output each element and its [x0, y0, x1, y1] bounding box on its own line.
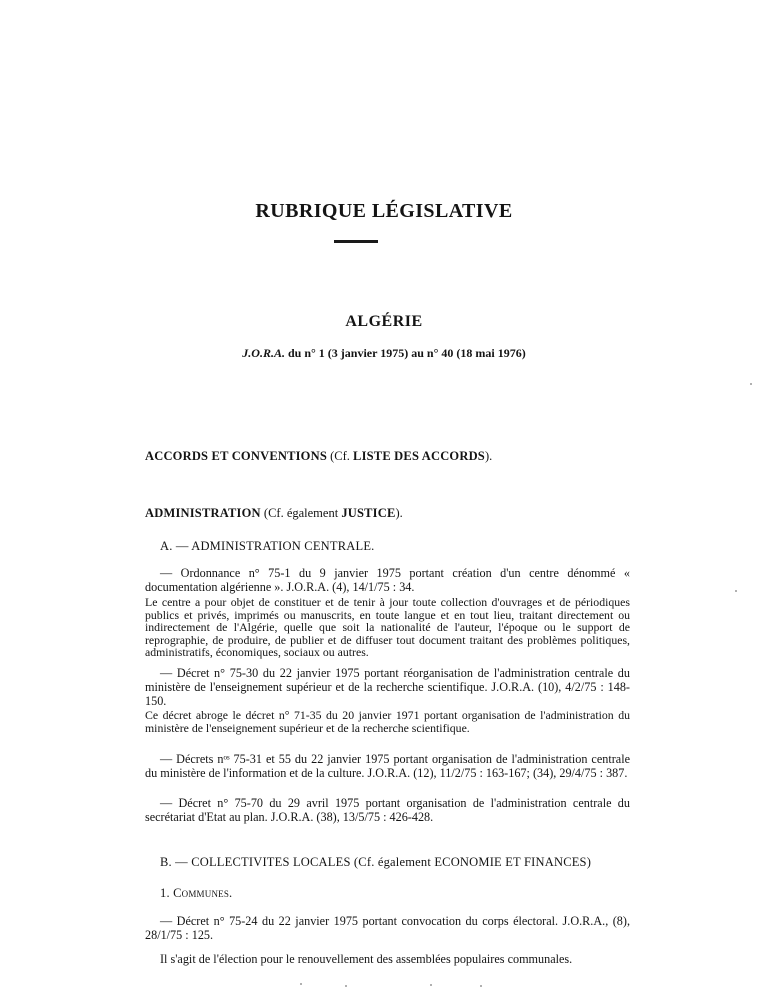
- paragraph-centre-objet: Le centre a pour objet de constituer et de tenir à jour toute collection d'ouvrages et de périodiques publics et privés, imprimés ou manuscrits, en toute langue et en tout lieu, traitant directement ou indirectement de l'Algérie, quelle que soit la nationalité de l'auteur, l'époque ou le support de reprographie, de produire, de publier et de diffuser tout document traitant des problèmes politiques, administratifs, économiques, sociaux ou autres.: [145, 595, 630, 660]
- subsection-b1-heading: 1. Communes.: [160, 886, 233, 900]
- country-heading: ALGÉRIE: [345, 313, 423, 330]
- section-administration: [145, 506, 403, 521]
- section-accords-ref-bold: LISTE DES ACCORDS: [353, 449, 485, 463]
- paragraph-decrets-75-31: — Décrets nᵒˢ 75-31 et 55 du 22 janvier 1975 portant organisation de l'administration centrale du ministère de l'information et de la culture. J.O.R.A. (12), 11/2/75 : 163-167; (34), 29/4/75 : 387.: [145, 752, 630, 780]
- section-administration-end: ).: [395, 506, 403, 520]
- paragraph-decret-75-30: — Décret n° 75-30 du 22 janvier 1975 portant réorganisation de l'administration centrale du ministère de l'enseignement supérieur et de la recherche scientifique. J.O.R.A. (10), 4/2/75 : 148-150.: [145, 666, 630, 708]
- source-reference: [0, 346, 768, 361]
- section-accords-ref: (Cf.: [326, 449, 354, 463]
- section-administration-ref-bold: JUSTICE: [341, 506, 396, 520]
- paragraph-ordonnance-75-1: — Ordonnance n° 75-1 du 9 janvier 1975 portant création d'un centre dénommé « documentation algérienne ». J.O.R.A. (4), 14/1/75 : 34.: [145, 566, 630, 594]
- section-administration-ref: (Cf. également: [260, 506, 342, 520]
- paragraph-abrogation: Ce décret abroge le décret n° 71-35 du 20 janvier 1971 portant organisation de l'administration du ministère de l'enseignement supérieur et de la recherche scientifique.: [145, 708, 630, 735]
- title-divider: [334, 240, 378, 243]
- section-accords: [145, 449, 492, 464]
- section-accords-end: ).: [484, 449, 493, 463]
- source-range: du n° 1 (3 janvier 1975) au n° 40 (18 mai 1976): [284, 346, 526, 360]
- paragraph-election: Il s'agit de l'élection pour le renouvellement des assemblées populaires communales.: [160, 952, 573, 966]
- section-accords-title: ACCORDS ET CONVENTIONS: [145, 449, 327, 463]
- paragraph-decret-75-70: — Décret n° 75-70 du 29 avril 1975 portant organisation de l'administration centrale du secrétariat d'Etat au plan. J.O.R.A. (38), 13/5/75 : 426-428.: [145, 796, 630, 824]
- source-journal: J.O.R.A.: [242, 346, 285, 360]
- subsection-b-heading: B. — COLLECTIVITES LOCALES (Cf. également ECONOMIE ET FINANCES): [160, 855, 592, 869]
- section-administration-title: ADMINISTRATION: [145, 506, 261, 520]
- paragraph-decret-75-24: — Décret n° 75-24 du 22 janvier 1975 portant convocation du corps électoral. J.O.R.A., (8), 28/1/75 : 125.: [145, 914, 630, 942]
- subsection-a-heading: A. — ADMINISTRATION CENTRALE.: [160, 539, 375, 553]
- page-title: RUBRIQUE LÉGISLATIVE: [255, 200, 513, 222]
